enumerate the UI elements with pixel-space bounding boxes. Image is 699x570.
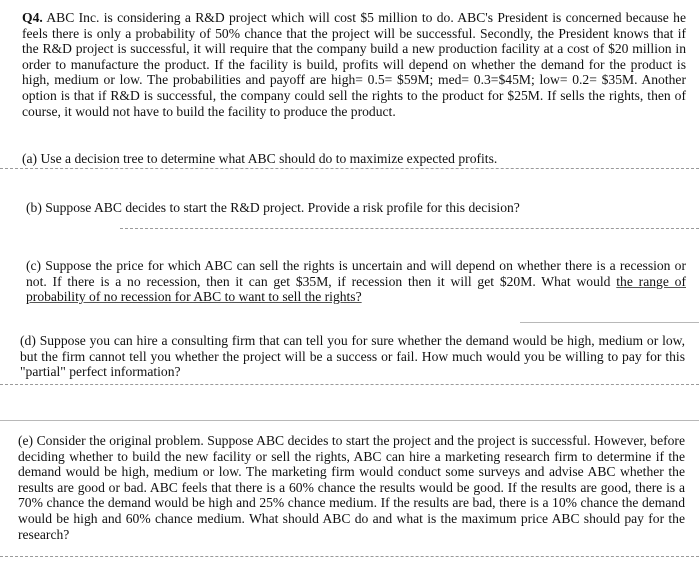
- question-intro-block: [22, 10, 686, 119]
- part-c-text: [26, 258, 686, 305]
- part-e-block: [18, 433, 685, 542]
- divider-a: [0, 168, 699, 169]
- part-a-block: [22, 151, 686, 167]
- divider-b: [120, 228, 699, 229]
- divider-d: [0, 384, 699, 385]
- divider-e-bottom: [0, 556, 699, 557]
- part-c-main: (c) Suppose the price for which ABC can sell the rights is uncertain and will depend on whether there is a recession or not. If there is a no recession, then it can get $35M, if recession then it will get $20M. What would: [26, 258, 686, 289]
- divider-c: [520, 322, 699, 323]
- question-label: Q4.: [22, 10, 43, 25]
- divider-e-top: [0, 420, 699, 421]
- part-c-underlined: the range of probability of no recession for ABC to want to sell the rights?: [26, 273, 686, 305]
- part-a-text: (a) Use a decision tree to determine what ABC should do to maximize expected profits.: [22, 151, 498, 166]
- part-b-block: [26, 200, 686, 216]
- question-intro: [22, 10, 686, 119]
- part-c-block: [26, 258, 686, 305]
- part-d-block: [20, 333, 685, 380]
- part-e-text: (e) Consider the original problem. Suppose ABC decides to start the project and the project is successful. However, before deciding whether to build the new facility or sell the rights, ABC can hire a marketing research firm to determine if the demand would be high, medium or low. The marketing firm would conduct some surveys and advise ABC whether the results are good or bad. ABC feels that there is a 60% chance the results would be good. If the results are good, there is a 70% chance the demand would be high and 25% chance medium. If the results are bad, there is a 10% chance the demand would be high and 60% chance medium. What should ABC do and what is the maximum price ABC should pay for the research?: [18, 433, 685, 542]
- part-d-text: (d) Suppose you can hire a consulting firm that can tell you for sure whether the demand would be high, medium or low, but the firm cannot tell you whether the project will be a success or fail. How much would you be willing to pay for this "partial" perfect information?: [20, 333, 685, 380]
- part-b-text: (b) Suppose ABC decides to start the R&D project. Provide a risk profile for this decision?: [26, 200, 520, 215]
- question-intro-text: ABC Inc. is considering a R&D project which will cost $5 million to do. ABC's President is concerned because he feels there is only a probability of 50% chance that the project will be successful. Secondly, the President knows that if the R&D project is successful, it will require that the company build a new production facility at a cost of $20 million in order to manufacture the product. If the facility is build, profits will depend on whether the demand for the product is high, medium or low. The probabilities and payoff are high= 0.5= $59M; med= 0.3=$45M; low= 0.2= $35M. Another option is that if R&D is successful, the company could sell the rights to the product for $25M. If sells the rights, then of course, it would not have to build the facility to produce the product.: [22, 10, 686, 119]
